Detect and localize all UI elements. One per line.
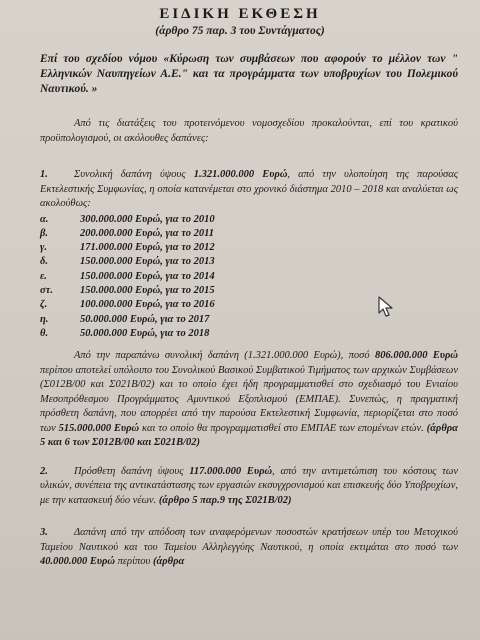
breakdown-amount: 50.000.000 Ευρώ, για το 2018 xyxy=(80,327,210,339)
report-title: ΕΙΔΙΚΗ ΕΚΘΕΣΗ xyxy=(159,6,321,22)
annual-breakdown-list xyxy=(40,213,480,342)
item-3-number: 3. xyxy=(40,527,48,539)
followup-text-c: και το οποίο θα προγραμματισθεί στο ΕΜΠΑΕ των επομένων ετών. xyxy=(139,422,427,434)
breakdown-amount: 150.000.000 Ευρώ, για το 2013 xyxy=(80,256,215,268)
item-3-reference: (άρθρα xyxy=(152,556,185,568)
item-3-amount: 40.000.000 Ευρώ xyxy=(40,556,116,568)
followup-text-b: περίπου αποτελεί υπόλοιπο του Συνολικού Βασικού Συμβατικού Τιμήματος των αρχικών Συμβάσεων (Σ012Β/00 και Σ021Β/02) και το οποίο έχει ήδη προγραμματισθεί στο σχεδιασμό του Ενιαίου Μεσοπρόθεσμου Προγράμματος Αμυντικού Εξοπλισμού (ΕΜΠΑΕ). Συνεπώς, η πραγματική πρόσθετη δαπάνη, που απορρέει από την παρούσα Εκτελεστική Συμφωνία, περιορίζεται στο ποσό των xyxy=(40,364,458,434)
breakdown-amount: 171.000.000 Ευρώ, για το 2012 xyxy=(80,242,215,254)
item-2-reference: (άρθρο 5 παρ.9 της Σ021Β/02) xyxy=(158,494,292,506)
breakdown-item xyxy=(40,213,480,227)
item-2-number: 2. xyxy=(40,465,48,477)
breakdown-letter: γ. xyxy=(40,242,47,254)
breakdown-item xyxy=(40,327,480,341)
item-1-text-before: Συνολική δαπάνη ύψους xyxy=(74,169,194,180)
followup-text-a: Από την παραπάνω συνολική δαπάνη (1.321.000.000 Ευρώ), ποσό xyxy=(74,350,375,362)
breakdown-item xyxy=(40,284,480,298)
breakdown-letter: β. xyxy=(40,227,49,239)
item-2 xyxy=(40,465,458,509)
report-subtitle: (άρθρο 75 παρ. 3 του Συντάγματος) xyxy=(155,25,325,37)
item-3-text-before: Δαπάνη από την απόδοση των αναφερόμενων ποσοστών κρατήσεων υπέρ του Μετοχικού Ταμείου Ναυτικού και του Ταμείου Αλληλεγγύης Ναυτικού, η οποία εκτιμάται στο ποσό των xyxy=(40,527,458,553)
bill-subject: Επί του σχεδίου νόμου «Κύρωση των συμβάσεων που αφορούν το μέλλον των " Ελληνικών Ναυπηγείων Α.Ε." και τα προγράμματα των υποβρυχίων του Πολεμικού Ναυτικού. » xyxy=(40,53,458,95)
item-3 xyxy=(40,526,458,570)
breakdown-item xyxy=(40,255,480,269)
breakdown-letter: θ. xyxy=(40,327,49,339)
mouse-pointer-icon xyxy=(378,296,394,318)
item-1-followup xyxy=(40,349,458,451)
item-2-amount: 117.000.000 Ευρώ xyxy=(189,465,273,477)
followup-amount-2: 515.000.000 Ευρώ xyxy=(58,422,140,434)
breakdown-item xyxy=(40,227,480,241)
breakdown-amount: 50.000.000 Ευρώ, για το 2017 xyxy=(80,313,210,325)
breakdown-letter: δ. xyxy=(40,256,49,268)
item-1-amount: 1.321.000.000 Ευρώ xyxy=(193,169,288,180)
breakdown-letter: στ. xyxy=(40,284,53,296)
item-2-text-after: , από την αντιμετώπιση του κόστους των υλικών, συνέπεια της αντικατάστασης των εργασιών εκσυγχρονισμού και επισκευής δύο Υποβρυχίων, με την κατασκευή δύο νέων. xyxy=(40,465,458,506)
breakdown-letter: η. xyxy=(40,313,49,325)
breakdown-item xyxy=(40,241,480,255)
item-1-number: 1. xyxy=(40,169,48,180)
breakdown-item xyxy=(40,270,480,284)
breakdown-item xyxy=(40,298,480,312)
breakdown-amount: 200.000.000 Ευρώ, για το 2011 xyxy=(80,227,215,239)
breakdown-letter: ζ. xyxy=(40,299,48,311)
costs-intro: Από τις διατάξεις του προτεινόμενου νομοσχεδίου προκαλούνται, επί του κρατικού προϋπολογισμού, οι ακόλουθες δαπάνες: xyxy=(40,118,458,144)
breakdown-letter: ε. xyxy=(40,270,47,282)
breakdown-amount: 150.000.000 Ευρώ, για το 2014 xyxy=(80,270,215,282)
followup-amount-1: 806.000.000 Ευρώ xyxy=(374,350,458,362)
item-1-text-after: , από την υλοποίηση της παρούσας Εκτελεστικής Συμφωνίας, η οποία κατανέμεται στο χρονικό διάστημα 2010 – 2018 και αναλύεται ως ακολούθως: xyxy=(40,169,459,209)
breakdown-item xyxy=(40,313,480,327)
followup-reference: (άρθρα 5 και 6 των Σ012Β/00 και Σ021Β/02) xyxy=(40,422,458,449)
item-3-text-after: περίπου xyxy=(115,556,153,568)
item-2-text-before: Πρόσθετη δαπάνη ύψους xyxy=(74,465,190,477)
breakdown-amount: 100.000.000 Ευρώ, για το 2016 xyxy=(80,299,215,311)
item-1 xyxy=(40,168,458,212)
breakdown-letter: α. xyxy=(40,213,49,225)
breakdown-amount: 150.000.000 Ευρώ, για το 2015 xyxy=(80,284,215,296)
breakdown-amount: 300.000.000 Ευρώ, για το 2010 xyxy=(80,213,215,225)
